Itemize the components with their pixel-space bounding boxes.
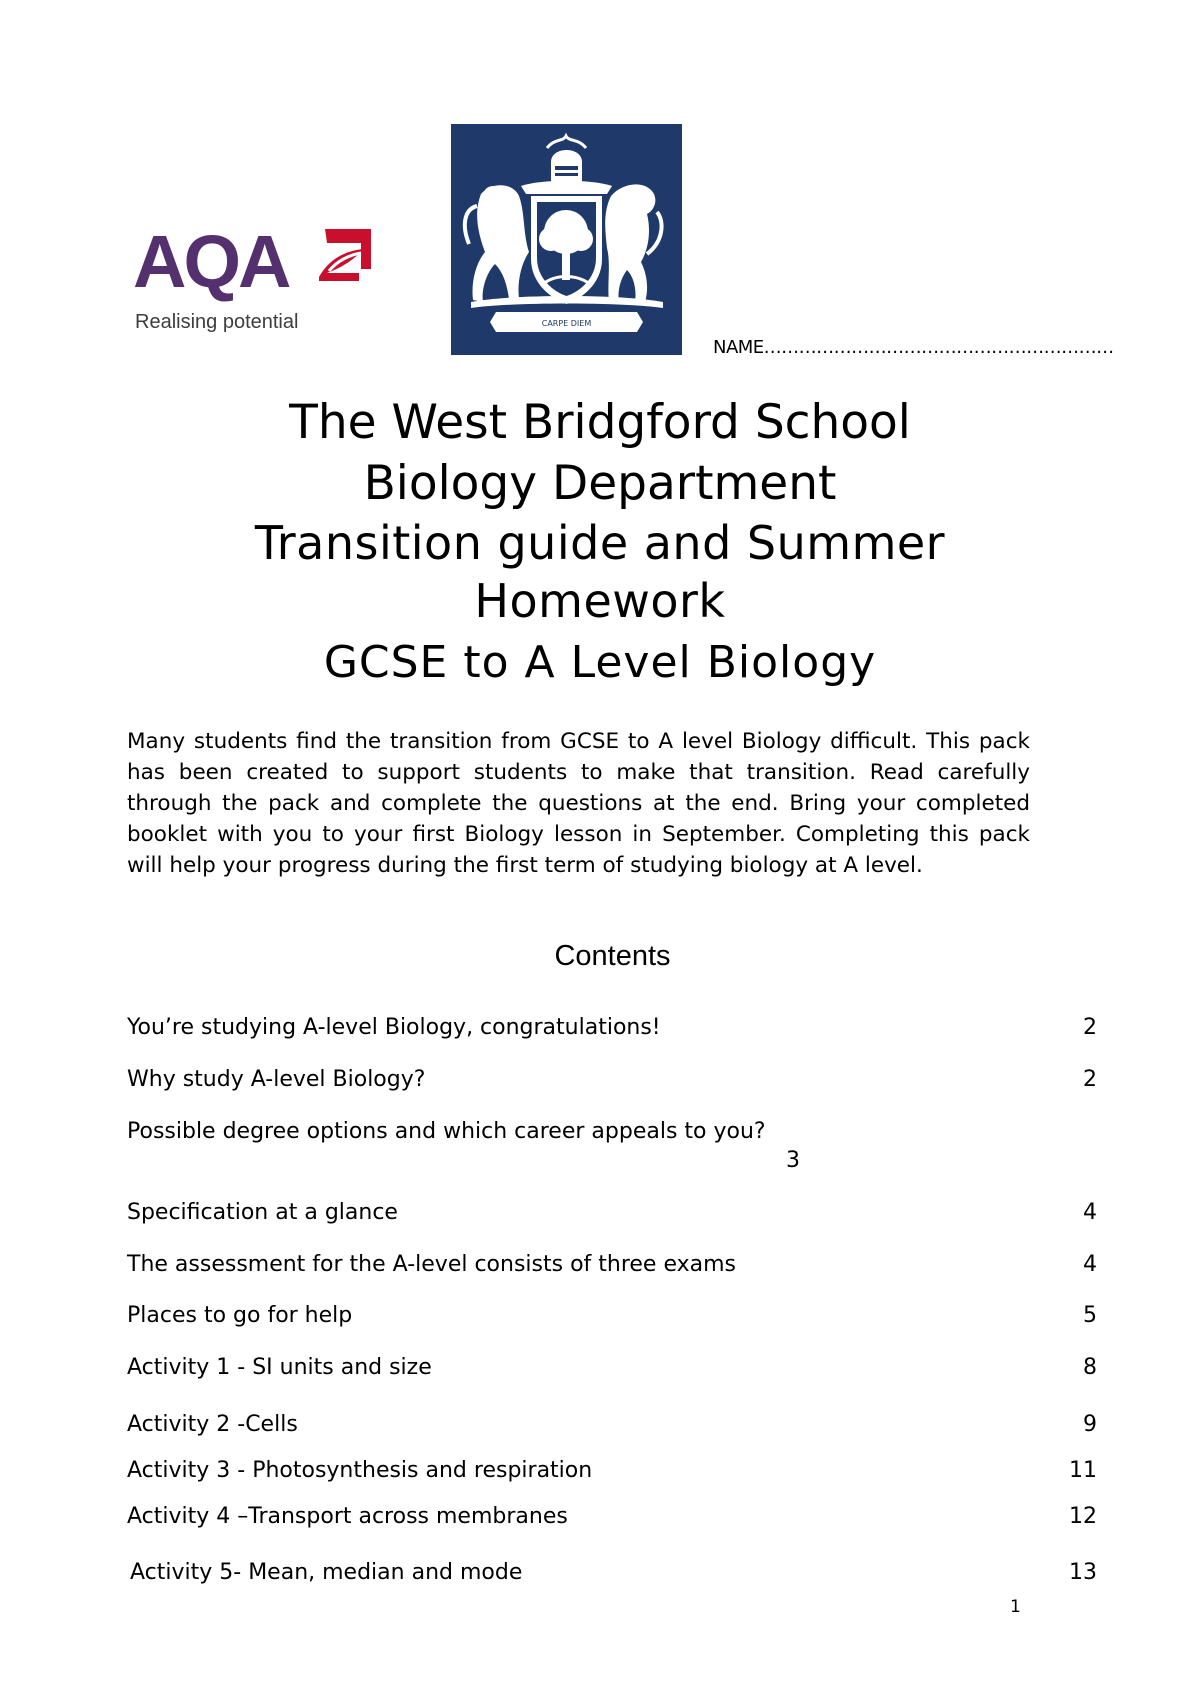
toc-label: Activity 3 - Photosynthesis and respiration <box>127 1458 593 1483</box>
crest-emblem-icon <box>451 124 682 355</box>
intro-paragraph: Many students find the transition from GCSE to A level Biology difficult. This pack has been created to support students to make that transition. Read carefully through the pack and complete the questions at the end. Bring your completed booklet with you to your first Biology lesson in September. Completing this pack will help your progress during the first term of studying biology at A level. <box>127 729 1030 878</box>
department-title: Biology Department <box>363 456 837 511</box>
toc-page: 12 <box>1069 1504 1097 1529</box>
toc-label: Activity 1 - SI units and size <box>127 1355 432 1380</box>
aqa-logo <box>133 220 373 345</box>
toc-page: 8 <box>1083 1355 1097 1380</box>
crest-motto: CARPE DIEM <box>541 319 592 328</box>
toc-label: The assessment for the A-level consists of three exams <box>127 1252 737 1277</box>
toc-label: Why study A-level Biology? <box>127 1067 426 1092</box>
toc-label: Places to go for help <box>127 1303 353 1328</box>
school-crest <box>451 124 682 355</box>
contents-heading: Contents <box>554 940 671 972</box>
toc-page: 4 <box>1083 1252 1097 1277</box>
toc-page: 2 <box>1083 1067 1097 1092</box>
aqa-tagline: Realising potential <box>135 311 299 333</box>
toc-label: Activity 5- Mean, median and mode <box>130 1560 523 1585</box>
guide-title-line2: Homework <box>474 574 726 628</box>
toc-label: Specification at a glance <box>127 1200 398 1225</box>
school-title: The West Bridgford School <box>289 395 911 450</box>
title-block <box>150 392 1050 696</box>
toc-page: 9 <box>1083 1412 1097 1437</box>
toc-page: 4 <box>1083 1200 1097 1225</box>
toc-page: 13 <box>1069 1560 1097 1585</box>
toc-label: Possible degree options and which career appeals to you? <box>127 1119 766 1144</box>
toc-page: 3 <box>786 1148 800 1173</box>
guide-title-line1: Transition guide and Summer <box>254 516 946 570</box>
toc-label: Activity 4 –Transport across membranes <box>127 1504 568 1529</box>
toc-page: 2 <box>1083 1015 1097 1040</box>
toc-label: Activity 2 -Cells <box>127 1412 298 1437</box>
toc-page: 11 <box>1069 1458 1097 1483</box>
toc-page: 5 <box>1083 1303 1097 1328</box>
name-field[interactable]: NAME…………………………………………………… <box>713 337 1114 358</box>
aqa-logo-text: AQA <box>133 220 289 303</box>
toc-label: You’re studying A-level Biology, congratulations! <box>127 1015 661 1040</box>
course-title: GCSE to A Level Biology <box>323 637 877 688</box>
page-number: 1 <box>1010 1597 1021 1617</box>
aqa-swoosh-icon <box>315 229 371 281</box>
